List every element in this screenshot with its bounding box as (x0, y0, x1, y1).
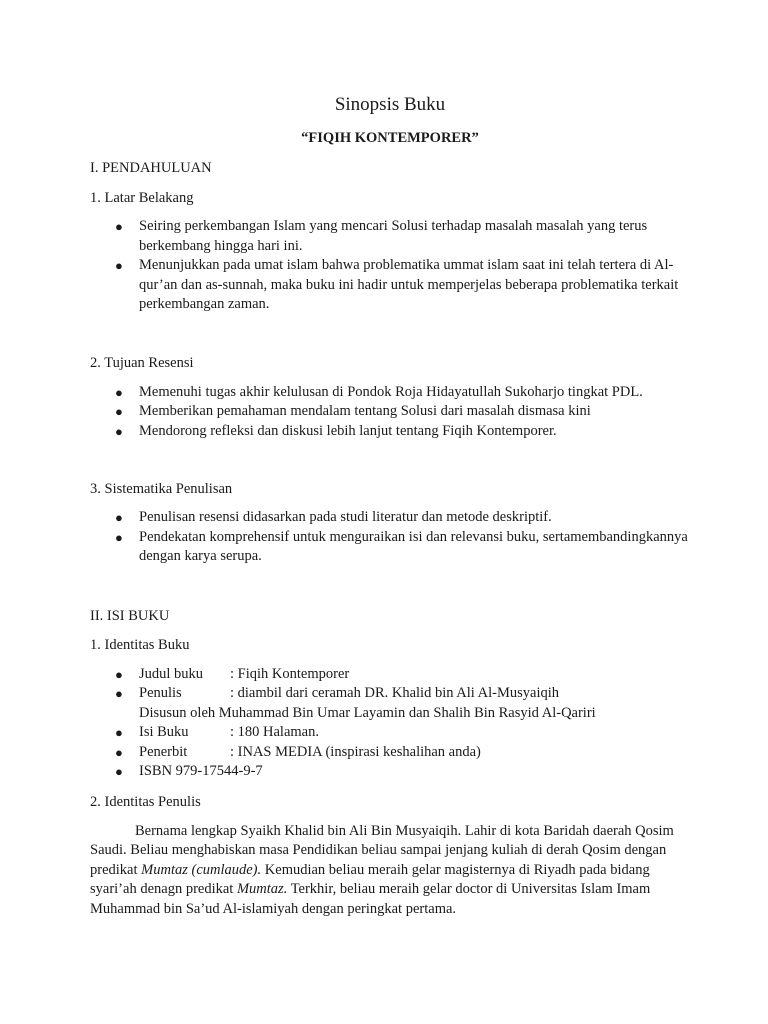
bullet-icon: ● (115, 666, 123, 682)
bullet-icon: ● (115, 529, 123, 545)
bullet-icon: ● (115, 258, 123, 273)
subheading-identitas-buku: 1. Identitas Buku (90, 636, 190, 653)
field-label: Judul buku (139, 665, 204, 682)
list-item-judul (90, 665, 690, 685)
bullet-icon: ● (115, 744, 123, 760)
list-item: ● Memberikan pemahaman mendalam tentang Solusi dari masalah dismasa kini (90, 402, 690, 422)
field-label: Isi Buku (139, 724, 189, 740)
bullet-icon: ● (115, 423, 123, 439)
sistematika-list (90, 508, 690, 567)
subheading-identitas-penulis: 2. Identitas Penulis (90, 793, 201, 810)
list-item: ● Penulisan resensi didasarkan pada studi literatur dan metode deskriptif. (90, 508, 690, 528)
bullet-icon: ● (115, 764, 123, 779)
bullet-icon: ● (115, 384, 123, 400)
book-title: “FIQIH KONTEMPORER” (301, 130, 479, 146)
list-item: ● Menunjukkan pada umat islam bahwa problematika ummat islam saat ini telah tertera di Al-qur’an dan as-sunnah, maka buku ini hadir untuk memperjelas beberapa problematika terkait perkembangan zaman. (115, 257, 679, 312)
bullet-icon: ● (115, 510, 123, 525)
document-title: Sinopsis Buku (334, 94, 446, 115)
document-page (90, 88, 690, 919)
field-label: Penulis (139, 685, 182, 701)
isbn-text: ISBN 979-17544-9-7 (139, 763, 263, 779)
list-item-penulis (90, 684, 690, 723)
field-label: Penerbit (139, 743, 188, 760)
list-item-isbn (90, 762, 690, 782)
bullet-icon: ● (115, 404, 123, 419)
section-heading-isi-buku: II. ISI BUKU (90, 607, 170, 624)
list-item-isi-buku (90, 723, 690, 743)
list-item: ● Mendorong refleksi dan diskusi lebih lanjut tentang Fiqih Kontemporer. (90, 422, 690, 442)
field-value: : INAS MEDIA (inspirasi keshalihan anda) (230, 743, 481, 760)
subheading-tujuan-resensi: 2. Tujuan Resensi (90, 354, 194, 371)
field-value: : Fiqih Kontemporer (230, 665, 350, 682)
field-value-continuation: Disusun oleh Muhammad Bin Umar Layamin dan Shalih Bin Rasyid Al-Qariri (139, 704, 596, 721)
identitas-buku-list (90, 665, 690, 782)
field-value: : diambil dari ceramah DR. Khalid bin Ali Al-Musyaiqih (230, 685, 560, 701)
subheading-latar-belakang: 1. Latar Belakang (90, 190, 194, 206)
bullet-icon: ● (115, 725, 123, 740)
list-item: ● Memenuhi tugas akhir kelulusan di Pondok Roja Hidayatullah Sukoharjo tingkat PDL. (90, 383, 690, 403)
bullet-icon: ● (115, 219, 123, 234)
author-biography-paragraph: Bernama lengkap Syaikh Khalid bin Ali Bin Musyaiqih. Lahir di kota Baridah daerah Qosim Saudi. Beliau menghabiskan masa Pendidikan beliau sampai jenjang kuliah di derah Qosim dengan predikat Mumtaz (cumlaude). Kemudian beliau meraih gelar magisternya di Riyadh pada bidang syari’ah denagn predikat Mumtaz. Terkhir, beliau meraih gelar doctor di Universitas Islam Imam Muhammad bin Sa’ud Al-islamiyah dengan peringkat pertama. (90, 822, 674, 917)
subheading-sistematika-penulisan: 3. Sistematika Penulisan (90, 481, 233, 497)
bullet-icon: ● (115, 686, 123, 701)
list-item: ● Seiring perkembangan Islam yang mencari Solusi terhadap masalah masalah yang terus berkembang hingga hari ini. (115, 218, 648, 254)
list-item-penerbit (90, 743, 690, 763)
latar-belakang-list (90, 217, 690, 315)
list-item: ● Pendekatan komprehensif untuk menguraikan isi dan relevansi buku, sertamembandingkannya dengan karya serupa. (115, 528, 688, 564)
field-value: : 180 Halaman. (230, 724, 319, 740)
section-heading-pendahuluan: I. PENDAHULUAN (90, 160, 212, 176)
tujuan-resensi-list (90, 383, 690, 442)
